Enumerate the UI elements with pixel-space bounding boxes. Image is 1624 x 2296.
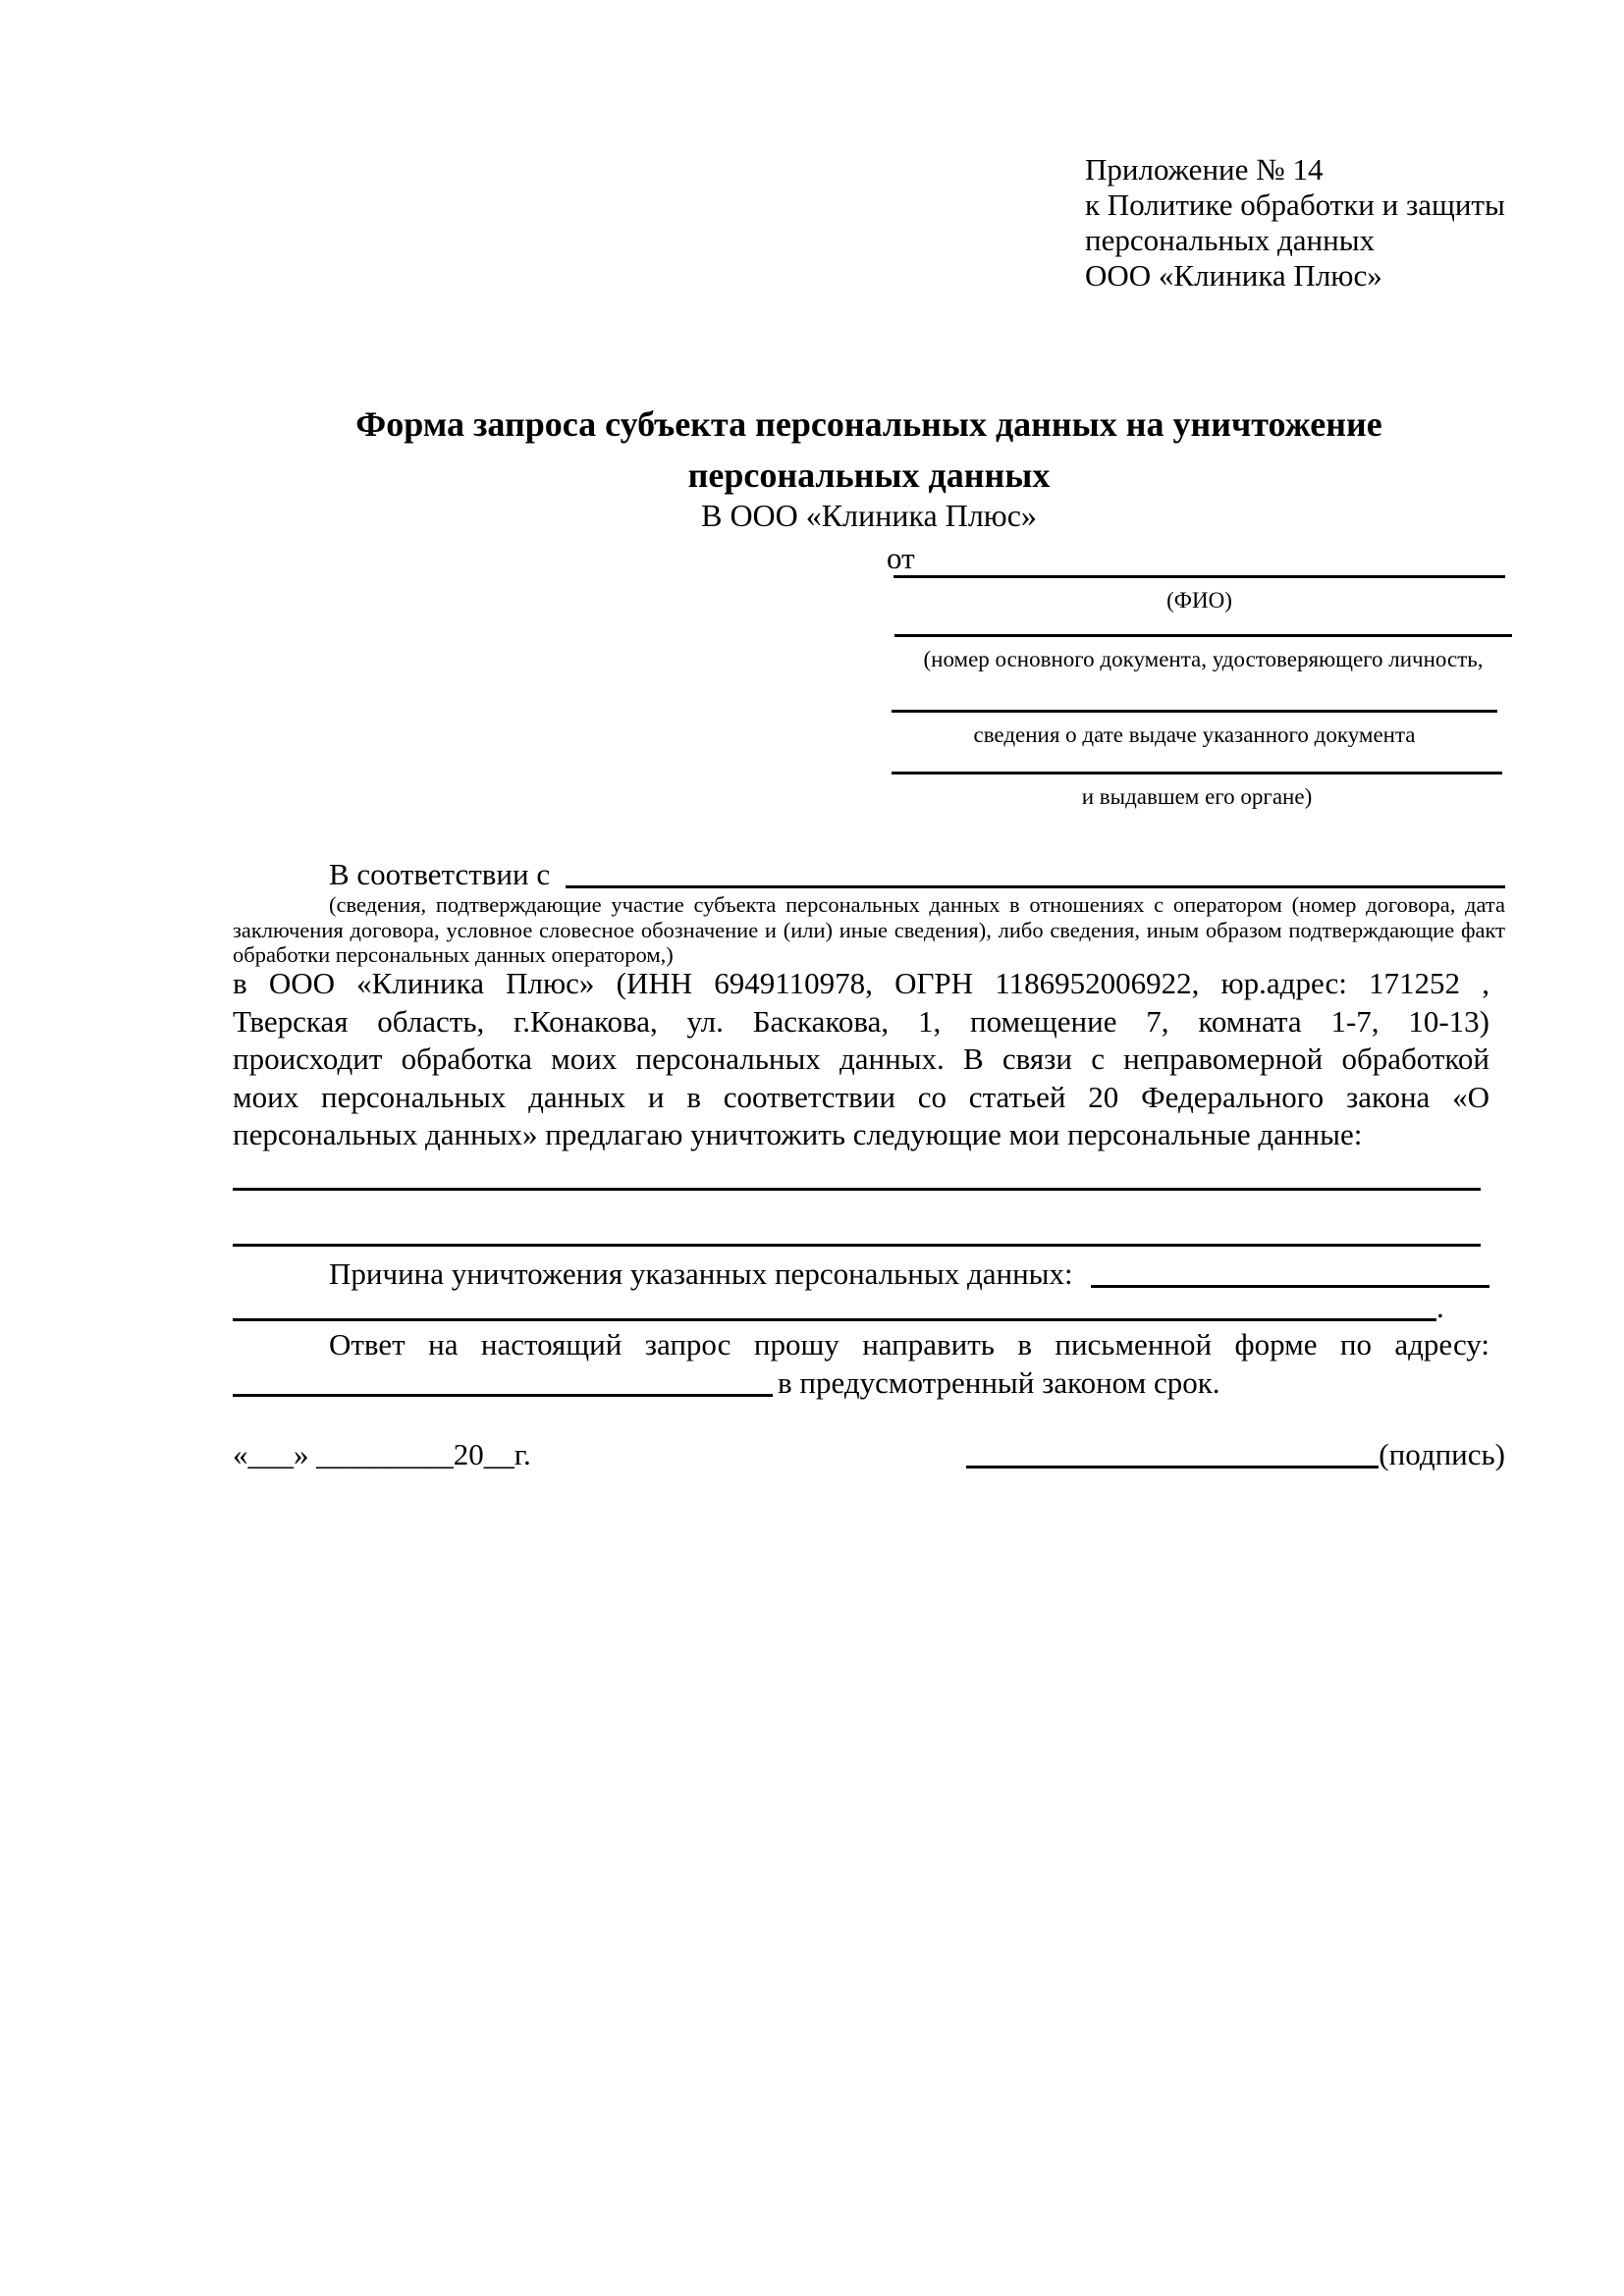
addressee-line: В ООО «Клиника Плюс» — [701, 498, 1037, 533]
period-mark: . — [1436, 1290, 1444, 1324]
accordance-blank-line — [566, 885, 1505, 888]
appendix-header-line: персональных данных — [1085, 223, 1376, 257]
body-line: происходит обработка моих персональных данных. В связи с неправомерной обработкой — [233, 1041, 1489, 1077]
reason-blank-line — [1091, 1285, 1489, 1288]
issuing-authority-blank-line — [892, 772, 1502, 774]
response-text: Ответ на настоящий запрос прошу направить в письменной форме по адресу: — [329, 1327, 1489, 1362]
body-line: моих персональных данных и в соответствии со статьей 20 Федерального закона «О — [233, 1079, 1489, 1114]
reason-blank-line-2 — [233, 1318, 1436, 1321]
document-number-caption: (номер основного документа, удостоверяющего личность, — [923, 647, 1484, 671]
reason-label: Причина уничтожения указанных персональных данных: — [329, 1256, 1073, 1291]
body-line: персональных данных» предлагаю уничтожить следующие мои персональные данные: — [233, 1117, 1363, 1152]
form-title — [233, 399, 1505, 501]
body-paragraph — [233, 965, 1489, 1154]
body-line: Тверская область, г.Конакова, ул. Баскакова, 1, помещение 7, комната 1-7, 10-13) — [233, 1003, 1489, 1039]
note-text-line: заключения договора, условное словесное обозначение и (или) иные сведения), либо сведения, иным образом подтверждающие факт — [233, 917, 1505, 942]
date-blank: «___» _________20__г. — [233, 1437, 531, 1471]
address-blank-line — [233, 1394, 773, 1397]
date-signature-row — [233, 1436, 1505, 1473]
fio-blank-line — [893, 575, 1505, 578]
form-title-line: Форма запроса субъекта персональных данных на уничтожение — [355, 404, 1382, 444]
reason-continuation-row — [233, 1289, 1489, 1326]
note-text-line: обработки персональных данных оператором,) — [233, 942, 674, 967]
issue-date-caption: сведения о дате выдаче указанного документа — [973, 722, 1416, 747]
note-text — [233, 892, 1505, 968]
accordance-lead: В соответствии с — [329, 857, 551, 891]
signature-caption: (подпись) — [1379, 1437, 1505, 1471]
signature-blank-line — [966, 1466, 1379, 1468]
response-deadline-text: в предусмотренный законом срок. — [778, 1364, 1220, 1400]
reason-row — [233, 1255, 1489, 1293]
appendix-header-line: ООО «Клиника Плюс» — [1085, 258, 1382, 293]
from-label: от — [887, 541, 915, 575]
accordance-row — [233, 855, 1505, 894]
details-blank-line-1 — [233, 1188, 1481, 1191]
issuing-authority-caption: и выдавшем его органе) — [1081, 784, 1313, 809]
appendix-header — [1085, 152, 1505, 294]
issue-date-blank-line — [892, 710, 1497, 713]
document-number-blank-line — [894, 634, 1512, 637]
body-line: в ООО «Клиника Плюс» (ИНН 6949110978, ОГРН 1186952006922, юр.адрес: 171252 , — [233, 966, 1489, 1000]
note-text-line: (сведения, подтверждающие участие субъекта персональных данных в отношениях с оператором (номер договора, дата — [329, 892, 1505, 917]
response-paragraph — [233, 1326, 1489, 1402]
details-blank-line-2 — [233, 1244, 1481, 1247]
appendix-header-line: к Политике обработки и защиты — [1085, 187, 1505, 222]
fio-caption: (ФИО) — [1166, 588, 1232, 613]
appendix-header-line: Приложение № 14 — [1085, 152, 1324, 187]
form-title-line: персональных данных — [687, 455, 1051, 495]
